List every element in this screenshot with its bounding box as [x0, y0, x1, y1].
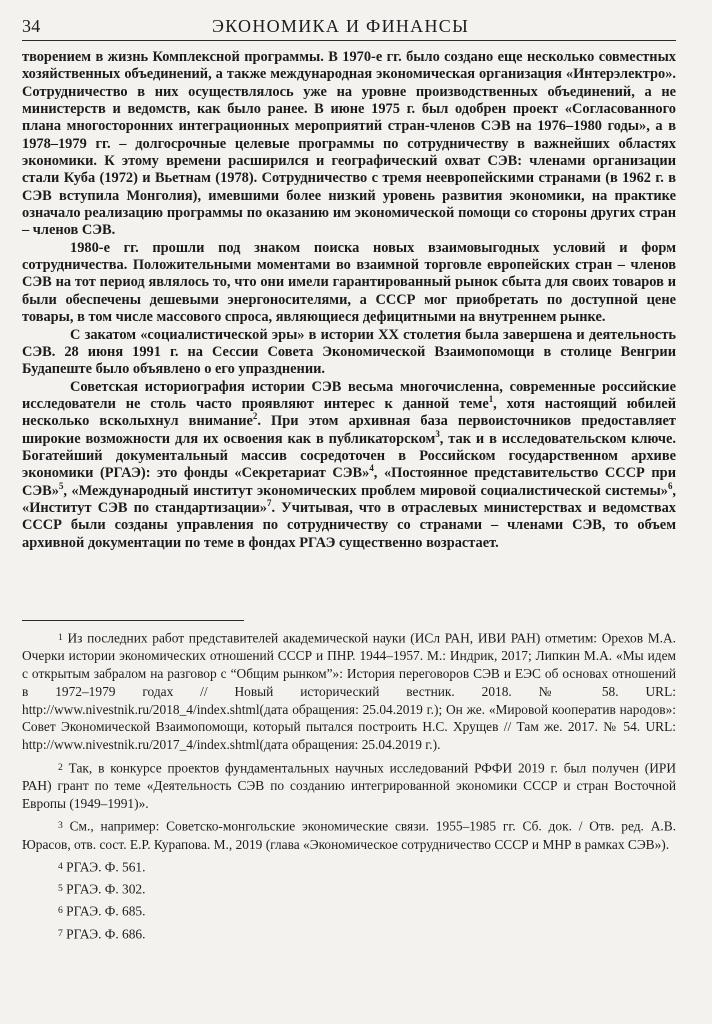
- footnote-6: [22, 902, 676, 920]
- paragraph-4-text-b: , хотя настоящий юбилей несколько всколыхнул внимание: [22, 395, 676, 430]
- paragraph-2: 1980-е гг. прошли под знаком поиска новых взаимовыгодных условий и форм сотрудничества. Положительными моментами во взаимной торговле европейских стран – членов СЭВ на тот период являлось то, что они имели гарантированный рынок сбыта для своих товаров и были обеспечены дешевыми энергоносителями, а СССР мог приобретать по доступной цене товары, в том числе массового спроса, являющиеся дефицитными на внутреннем рынке.: [22, 239, 676, 326]
- page-number: 34: [22, 16, 41, 36]
- footnote-number: 3: [58, 820, 63, 832]
- paragraph-4-text-e: , «Постоянное представительство СССР при СЭВ»: [22, 465, 676, 499]
- footnote-7: [22, 925, 676, 943]
- footnote-number: 7: [58, 927, 63, 939]
- paragraph-4-text-h: . Учитывая, что в отраслевых министерствах и ведомствах СССР были созданы управления по сотрудничеству со странами – членами СЭВ, то объем архивной документации по теме в фондах РГАЭ существенно возрастает.: [22, 499, 677, 551]
- footnote-ref-7[interactable]: 7: [267, 498, 272, 509]
- footnote-number: 4: [58, 860, 63, 872]
- footnote-number: 2: [58, 761, 63, 773]
- paragraph-3: С закатом «социалистической эры» в истории XX столетия была завершена и деятельность СЭВ. 28 июня 1991 г. на Сессии Совета Экономической Взаимопомощи в столице Венгрии Будапеште было объявлено о его упразднении.: [22, 326, 676, 378]
- paragraph-4-text-f: , «Международный институт экономических проблем мировой социалистической системы»: [63, 482, 668, 499]
- footnote-4: [22, 858, 676, 876]
- footnote-text: См., например: Советско-монгольские экономические связи. 1955–1985 гг. Сб. док. / Отв. ред. А.В. Юрасов, отв. сост. Е.Р. Курапова. М., 2019 (глава «Экономическое сотрудничество СССР и МНР в рамках СЭВ»).: [22, 819, 676, 852]
- page-header: [22, 14, 676, 41]
- footnote-1: [22, 629, 676, 754]
- paragraph-4-text-a: Советская историография истории СЭВ весьма многочисленна, современные российские исследователи не столь часто проявляют интерес к данной теме: [22, 378, 676, 412]
- footnote-text: РГАЭ. Ф. 302.: [62, 881, 146, 897]
- footnote-3: [22, 817, 676, 853]
- footnote-text: Из последних работ представителей академической науки (ИСл РАН, ИВИ РАН) отметим: Орехов М.А. Очерки истории экономических отношений СССР и ПНР. 1944–1957. М.: Индрик, 2017; Липкин М.А. «Мы идем с открытым забралом на разговор с “Общим рынком”»: История переговоров СЭВ и ЕЭС об основах отношений в 1972–1979 годах // Новый исторический вестник. 2018. № 58. URL: http://www.nivestnik.ru/2018_4/index.shtml(дата обращения: 25.04.2019 г.); Он же. «Мировой кооператив народов»: Совет Экономической Взаимопомощи, который пытался построить Н.С. Хрущев // Там же. 2017. № 54. URL: http://www.nivestnik.ru/2017_4/index.shtml(дата обращения: 25.04.2019 г.).: [22, 630, 676, 752]
- paragraph-4-text-d: , так и в исследовательском ключе. Богатейший документальный массив сосредоточен в Российском государственном архиве экономики (РГАЭ): это фонды «Секретариат СЭВ»: [22, 430, 676, 482]
- paragraph-4-text-g: , «Институт СЭВ по стандартизации»: [22, 482, 676, 516]
- footnote-number: 1: [58, 632, 63, 643]
- footnote-2: [22, 759, 676, 813]
- footnote-separator: [22, 620, 244, 621]
- paragraph-4-text-c: . При этом архивная база первоисточников предоставляет широкие возможности для их освоения как в публикаторском: [22, 413, 676, 447]
- footnote-ref-1[interactable]: 1: [488, 394, 494, 405]
- footnote-5: [22, 880, 676, 898]
- footnote-number: 5: [58, 882, 63, 894]
- footnote-ref-2[interactable]: 2: [252, 411, 258, 422]
- footnote-text: РГАЭ. Ф. 685.: [62, 903, 146, 919]
- paragraph-4: [22, 379, 676, 552]
- footnote-ref-3[interactable]: 3: [435, 428, 440, 439]
- footnote-text: Так, в конкурсе проектов фундаментальных научных исследований РФФИ 2019 г. был получен (ИРИ РАН) грант по теме «Деятельность СЭВ по созданию интегрированной экономики СССР и стран Восточной Европы (1949–1991)».: [22, 760, 676, 811]
- paragraph-1: творением в жизнь Комплексной программы. В 1970-е гг. было создано еще несколько совместных хозяйственных объединений, а также международная экономическая организация «Интерэлектро». Сотрудничество в них осуществлялось уже на уровне производственных объединений, а не министерств и ведомств, как было ранее. В июне 1975 г. был одобрен проект «Согласованного плана многосторонних интеграционных мероприятий стран-членов СЭВ на 1976–1980 годы», а в 1978–1979 гг. – долгосрочные целевые программы по сотрудничеству в важнейших областях экономики. К этому времени расширился и географический охват СЭВ: членами организации стали Куба (1972) и Вьетнам (1978). Сотрудничество с тремя неевропейскими странами (в 1962 г. в СЭВ вступила Монголия), имевшими более низкий уровень развития экономики, на практике означало реализацию программы по оказанию им экономической помощи со стороны других стран – членов СЭВ.: [22, 49, 676, 239]
- footnote-text: РГАЭ. Ф. 686.: [62, 926, 146, 942]
- main-text: [22, 49, 676, 552]
- footnotes: [22, 629, 676, 943]
- footnote-number: 6: [58, 905, 63, 917]
- footnote-ref-6[interactable]: 6: [667, 480, 673, 491]
- footnote-text: РГАЭ. Ф. 561.: [62, 859, 146, 875]
- footnote-ref-5[interactable]: 5: [58, 480, 64, 491]
- running-title: ЭКОНОМИКА И ФИНАНСЫ: [212, 16, 470, 36]
- footnote-ref-4[interactable]: 4: [369, 463, 374, 474]
